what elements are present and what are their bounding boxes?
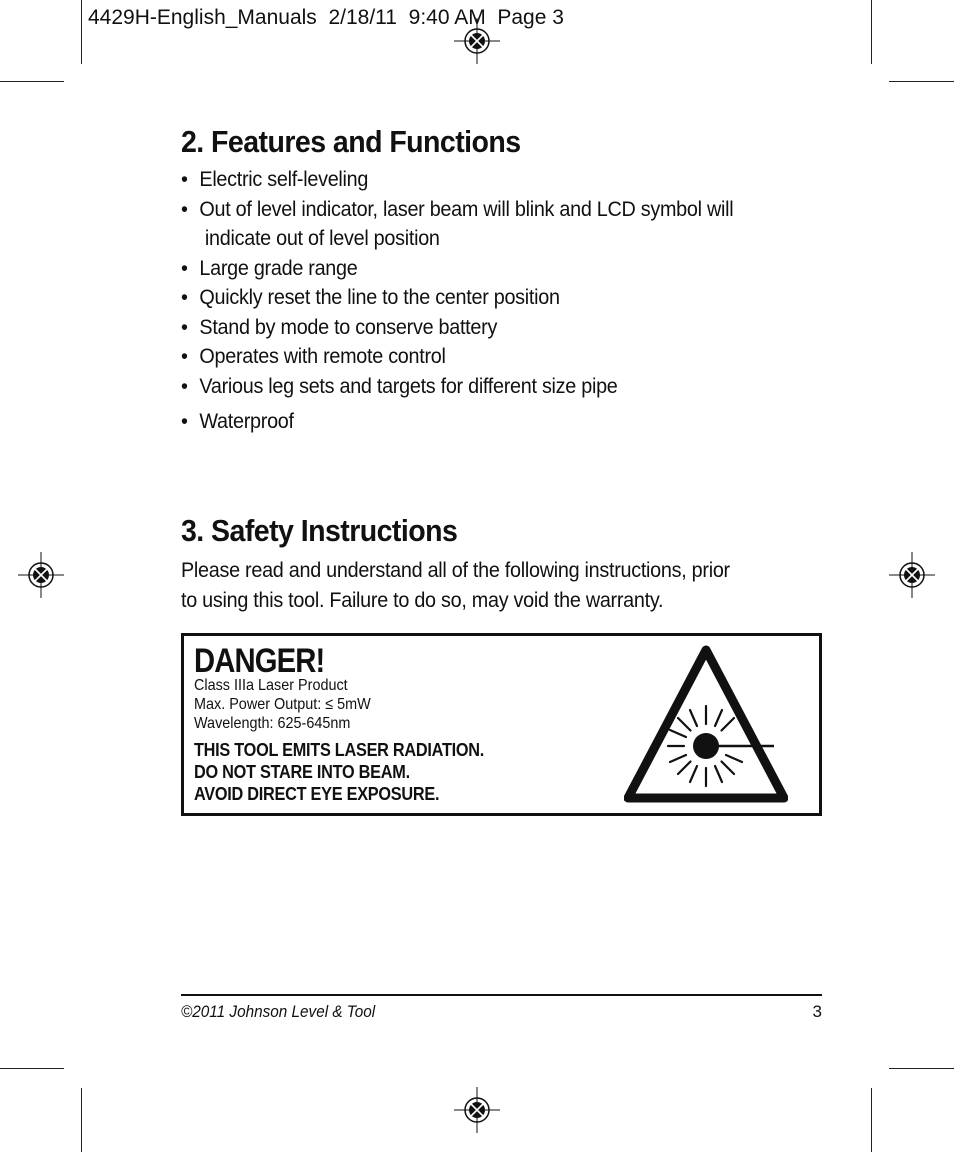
list-item: [181, 195, 807, 254]
crop-mark-bottom-left-vertical: [81, 1088, 82, 1152]
features-heading: 2. Features and Functions: [181, 124, 521, 159]
max-power-output-text: Max. Power Output: ≤ 5mW: [194, 696, 371, 713]
list-item-text: Stand by mode to conserve battery: [199, 314, 498, 339]
list-item-text: Various leg sets and targets for different size pipe: [199, 373, 618, 398]
list-item-text: Out of level indicator, laser beam will blink and LCD symbol will: [199, 196, 734, 221]
laser-warning-triangle-icon: [624, 644, 788, 806]
list-item-text: Waterproof: [199, 409, 294, 433]
list-item: [181, 165, 807, 195]
registration-mark-bottom-icon: [454, 1087, 500, 1133]
list-item-text: Quickly reset the line to the center position: [199, 285, 560, 309]
danger-label-box: [181, 633, 822, 816]
list-item: [181, 407, 807, 437]
list-item: [181, 313, 807, 343]
list-item: [181, 342, 807, 372]
page-number: 3: [812, 1002, 822, 1021]
warning-line-stare: DO NOT STARE INTO BEAM.: [194, 761, 410, 782]
registration-mark-left-icon: [18, 552, 64, 598]
registration-mark-right-icon: [889, 552, 935, 598]
wavelength-text: Wavelength: 625-645nm: [194, 715, 351, 732]
crop-mark-bottom-right-horizontal: [889, 1068, 954, 1069]
safety-heading: 3. Safety Instructions: [181, 513, 458, 548]
warning-line-radiation: THIS TOOL EMITS LASER RADIATION.: [194, 739, 485, 760]
laser-class-text: Class IIIa Laser Product: [194, 677, 348, 694]
registration-mark-top-icon: [454, 18, 500, 64]
warning-line-eye-exposure: AVOID DIRECT EYE EXPOSURE.: [194, 783, 440, 804]
crop-mark-top-right-vertical: [871, 0, 872, 64]
footer-rule: [181, 994, 822, 996]
crop-mark-bottom-right-vertical: [871, 1088, 872, 1152]
crop-mark-bottom-left-horizontal: [0, 1068, 64, 1069]
list-item-text: Electric self-leveling: [199, 167, 369, 191]
list-item-text: Operates with remote control: [199, 344, 446, 368]
list-item: [181, 254, 807, 284]
list-item-text: Large grade range: [199, 255, 358, 280]
print-slug-line: 4429H-English_Manuals 2/18/11 9:40 AM Page 3: [88, 6, 564, 29]
danger-title: DANGER!: [194, 642, 325, 680]
crop-mark-top-right-horizontal: [889, 81, 954, 82]
list-item-continuation: indicate out of level position: [204, 226, 440, 250]
safety-intro: [181, 556, 807, 615]
safety-intro-line-2: to using this tool. Failure to do so, may void the warranty.: [181, 587, 664, 612]
safety-intro-line-1: Please read and understand all of the following instructions, prior: [181, 558, 730, 582]
crop-mark-top-left-horizontal: [0, 81, 64, 82]
list-item: [181, 372, 807, 402]
footer-copyright: ©2011 Johnson Level & Tool: [181, 1002, 376, 1021]
crop-mark-top-left-vertical: [81, 0, 82, 64]
list-item: [181, 283, 807, 313]
features-list: [181, 165, 807, 437]
